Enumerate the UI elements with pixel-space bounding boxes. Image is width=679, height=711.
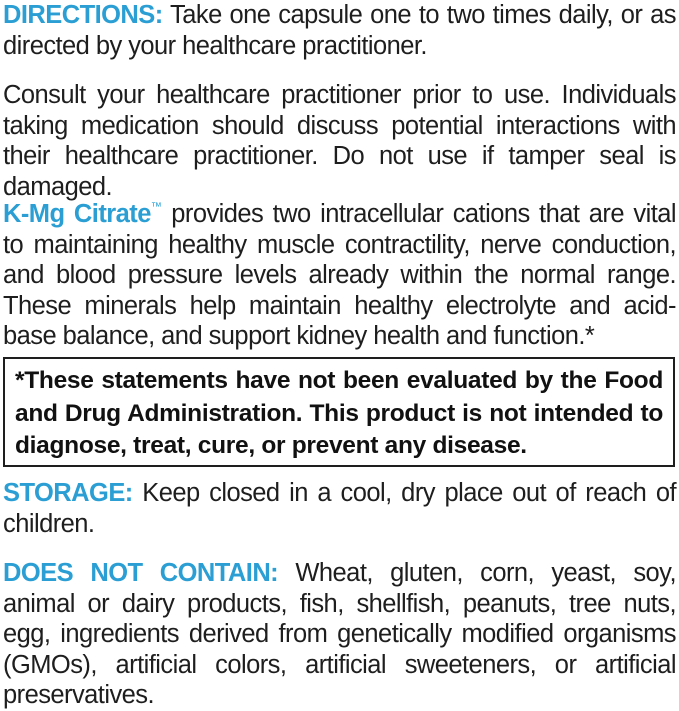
- storage-heading: STORAGE:: [3, 479, 133, 507]
- product-description-paragraph: [3, 192, 676, 352]
- fda-disclaimer-text: *These statements have not been evaluated by the Food and Drug Administration. This product is not intended to diagnose, treat, cure, or prevent any disease.: [15, 367, 663, 459]
- does-not-contain-text: Wheat, gluten, corn, yeast, soy, animal or dairy products, fish, shellfish, peanuts, tree nuts, egg, ingredients derived from genetically modified organisms (GMOs), artificial colors, artificial sweeteners, or artificial preservatives.: [3, 559, 677, 710]
- storage-text: Keep closed in a cool, dry place out of reach of children.: [3, 479, 676, 538]
- product-description-text: provides two intracellular cations that are vital to maintaining healthy muscle contractility, nerve conduction, and blood pressure levels already within the normal range. These minerals help maintain healthy electrolyte and acid-base balance, and support kidney health and function.*: [3, 200, 676, 351]
- directions-text: Take one capsule one to two times daily, or as directed by your healthcare practitioner.: [3, 1, 676, 60]
- does-not-contain-heading: DOES NOT CONTAIN:: [3, 559, 279, 587]
- consult-paragraph: [3, 80, 676, 202]
- product-brand-name: K-Mg Citrate: [3, 200, 151, 228]
- does-not-contain-paragraph: [3, 558, 676, 711]
- trademark-symbol: ™: [150, 201, 162, 213]
- fda-disclaimer-box: [3, 357, 675, 467]
- directions-paragraph: [3, 0, 676, 61]
- directions-heading: DIRECTIONS:: [3, 1, 163, 29]
- consult-text: Consult your healthcare practitioner prior to use. Individuals taking medication should discuss potential interactions with their healthcare practitioner. Do not use if tamper seal is damaged.: [3, 81, 676, 201]
- storage-paragraph: [3, 478, 676, 539]
